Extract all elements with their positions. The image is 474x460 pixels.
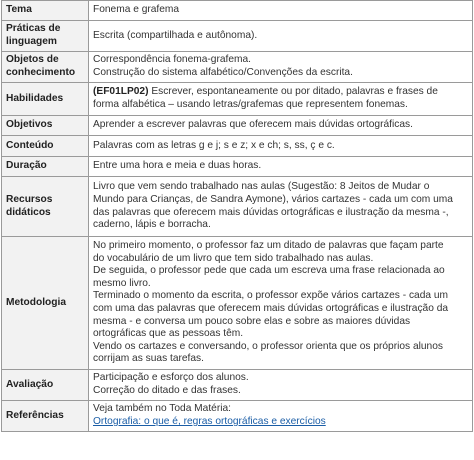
text-line: De seguida, o professor pede que cada um escreva uma frase relacionada ao: [93, 265, 445, 277]
row-recursos: [2, 177, 473, 237]
text-line: Aprender a escrever palavras que oferecem mais dúvidas ortográficas.: [93, 119, 413, 131]
text-line: Participação e esforço dos alunos.: [93, 372, 249, 384]
label-tema: Tema: [2, 1, 89, 21]
value-objetivos: [89, 116, 473, 136]
value-tema: [89, 1, 473, 21]
text-line: Vendo os cartazes e conversando, o professor orienta que os próprios alunos: [93, 340, 443, 352]
text-line: corrijam as suas tarefas.: [93, 353, 204, 365]
label-objetos: Objetos de conhecimento: [2, 52, 89, 83]
text-line: Fonema e grafema: [93, 4, 180, 16]
text-line: Terminado o momento da escrita, o professor expõe vários cartazes - cada um: [93, 290, 449, 302]
text-line: No primeiro momento, o professor faz um ditado de palavras que façam parte: [93, 240, 444, 252]
text-line: com uma das palavras que oferecem mais dúvidas ortográficas e ilustração da: [93, 303, 449, 314]
row-avaliacao: [2, 370, 473, 401]
label-habilidades: Habilidades: [2, 83, 89, 116]
lesson-plan-table: [1, 0, 473, 432]
text-line: mesma - e conversa um pouco sobre elas e sobre as maiores dúvidas: [93, 315, 411, 327]
text-line: Escrita (compartilhada e autônoma).: [93, 29, 258, 41]
text-line: caderno, lápis e borracha.: [93, 219, 211, 231]
text-line: [93, 86, 468, 99]
value-recursos: [89, 177, 473, 237]
row-tema: [2, 1, 473, 21]
value-objetos: [89, 52, 473, 83]
row-objetivos: [2, 116, 473, 136]
label-duracao: Duração: [2, 157, 89, 177]
label-metodologia: Metodologia: [2, 237, 89, 370]
value-conteudo: [89, 136, 473, 157]
value-metodologia: [89, 237, 473, 370]
text-line: das palavras que oferecem mais dúvidas ortográficas e ilustração da mesma -,: [93, 206, 449, 218]
text-line: Construção do sistema alfabético/Convenções da escrita.: [93, 67, 353, 78]
value-duracao: [89, 157, 473, 177]
text-line: Mundo para Crianças, de Sandra Aymone), vários cartazes - cada um com uma: [93, 193, 453, 205]
row-referencias: [2, 401, 473, 432]
row-metodologia: [2, 237, 473, 370]
text-line: ortográficas que as pessoas têm.: [93, 328, 244, 340]
text-line: Veja também no Toda Matéria:: [93, 403, 231, 415]
skill-code: (EF01LP02): [93, 86, 149, 98]
value-habilidades: [89, 83, 473, 116]
row-objetos: [2, 52, 473, 83]
label-conteudo: Conteúdo: [2, 136, 89, 157]
row-duracao: [2, 157, 473, 177]
label-objetivos: Objetivos: [2, 116, 89, 136]
text-line: Entre uma hora e meia e duas horas.: [93, 160, 262, 172]
text-line: Correspondência fonema-grafema.: [93, 54, 251, 66]
row-habilidades: [2, 83, 473, 116]
value-referencias: [89, 401, 473, 432]
text-line: do vocabulário de um livro que tem sido trabalhado nas aulas.: [93, 252, 374, 264]
value-praticas: [89, 21, 473, 52]
label-praticas: Práticas de linguagem: [2, 21, 89, 52]
text-line: mesmo livro.: [93, 277, 151, 289]
ortografia-link[interactable]: Ortografia: o que é, regras ortográficas e exercícios: [93, 416, 326, 427]
label-recursos: Recursos didáticos: [2, 177, 89, 237]
label-referencias: Referências: [2, 401, 89, 432]
row-conteudo: [2, 136, 473, 157]
text-line: Palavras com as letras g e j; s e z; x e ch; s, ss, ç e c.: [93, 139, 335, 151]
skill-text: Escrever, espontaneamente ou por ditado, palavras e frases de: [148, 86, 438, 98]
text-line: Livro que vem sendo trabalhado nas aulas (Sugestão: 8 Jeitos de Mudar o: [93, 181, 430, 193]
value-avaliacao: [89, 370, 473, 401]
label-avaliacao: Avaliação: [2, 370, 89, 401]
text-line: forma alfabética – usando letras/grafemas que representem fonemas.: [93, 99, 408, 110]
row-praticas: [2, 21, 473, 52]
text-line: Correção do ditado e das frases.: [93, 385, 241, 396]
